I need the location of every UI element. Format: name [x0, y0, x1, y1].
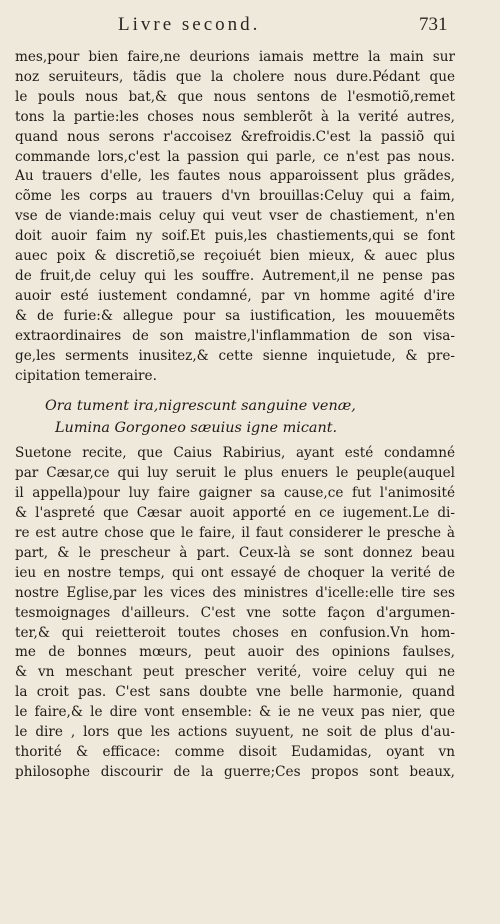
text-line: extraordinaires de son maistre,l'inflammation de son visa-: [15, 327, 455, 344]
text-line: ieu en nostre temps, qui ont essayé de choquer la verité de: [15, 564, 455, 581]
text-line: ter,& qui reietteroit toutes choses en confusion.Vn hom-: [15, 624, 455, 641]
running-head: [0, 14, 500, 42]
latin-verse: [15, 395, 455, 439]
text-line: cõme les corps au trauers d'vn brouillas:Celuy qui a faim,: [15, 188, 455, 205]
text-line: auec poix & discretiõ,se reçoiuét bien mieux, & auec plus: [15, 248, 455, 265]
text-line: & l'aspreté que Cæsar auoit apporté en ce iugement.Le di-: [15, 505, 455, 522]
paragraph-1: [15, 48, 455, 386]
text-line: Suetone recite, que Caius Rabirius, ayant esté condamné: [15, 445, 455, 462]
paragraph-2: [15, 444, 455, 782]
page-number: 731: [419, 14, 448, 35]
text-line: me de bonnes mœurs, peut auoir des opinions faulses,: [15, 644, 455, 661]
body-text: [15, 48, 455, 783]
text-line: tons la partie:les choses nous semblerõt à la verité autres,: [15, 108, 455, 125]
running-title: Livre second.: [118, 14, 261, 35]
text-line: la croit pas. C'est sans doubte vne belle harmonie, quand: [15, 684, 455, 701]
text-line: de fruit,de celuy qui les souffre. Autrement,il ne pense pas: [15, 267, 455, 284]
text-line: doit auoir faim ny soif.Et puis,les chastiements,qui se font: [15, 228, 455, 245]
text-line: thorité & efficace: comme disoit Eudamidas, oyant vn: [15, 744, 455, 760]
text-line: part, & le prescheur à part. Ceux-là se sont donnez beau: [15, 544, 455, 561]
text-line: par Cæsar,ce qui luy seruit le plus enuers le peuple(auquel: [15, 465, 455, 482]
text-line: le pouls nous bat,& que nous sentons de l'esmotiõ,remet: [15, 88, 455, 105]
text-line: noz seruiteurs, tãdis que la cholere nous dure.Pédant que: [15, 68, 455, 85]
text-line: nostre Eglise,par les vices des ministres d'icelle:elle tire ses: [15, 584, 455, 601]
text-line: mes,pour bien faire,ne deurions iamais mettre la main sur: [15, 49, 455, 65]
text-line: philosophe discourir de la guerre;Ces propos sont beaux,: [15, 763, 455, 780]
text-line: re est autre chose que le faire, il faut considerer le presche à: [15, 525, 455, 542]
text-line: Au trauers d'elle, les fautes nous apparoissent plus grãdes,: [15, 168, 455, 185]
text-line: ge,les serments inusitez,& cette sienne inquietude, & pre-: [15, 347, 455, 364]
text-line: & vn meschant peut prescher verité, voire celuy qui ne: [15, 664, 455, 681]
text-line: le dire , lors que les actions suyuent, ne soit de plus d'au-: [15, 724, 455, 741]
text-line: vse de viande:mais celuy qui veut vser de chastiement, n'en: [15, 208, 455, 225]
text-line: commande lors,c'est la passion qui parle, ce n'est pas nous.: [15, 148, 455, 165]
text-line: tesmoignages d'ailleurs. C'est vne sotte façon d'argumen-: [15, 604, 455, 621]
text-line: auoir esté iustement condamné, par vn homme agité d'ire: [15, 287, 455, 304]
text-line: le faire,& le dire vont ensemble: & ie ne veux pas nier, que: [15, 704, 455, 721]
verse-line: Lumina Gorgoneo sæuius igne micant.: [55, 420, 338, 437]
verse-line: Ora tument ira,nigrescunt sanguine venæ,: [45, 398, 356, 415]
text-line: quand nous serons r'accoisez &refroidis.C'est la passiõ qui: [15, 128, 455, 145]
text-line: & de furie:& allegue pour sa iustification, les mouuemẽts: [15, 307, 455, 324]
text-line: cipitation temeraire.: [15, 367, 157, 384]
text-line: il appella)pour luy faire gaigner sa cause,ce fut l'animosité: [15, 485, 455, 502]
